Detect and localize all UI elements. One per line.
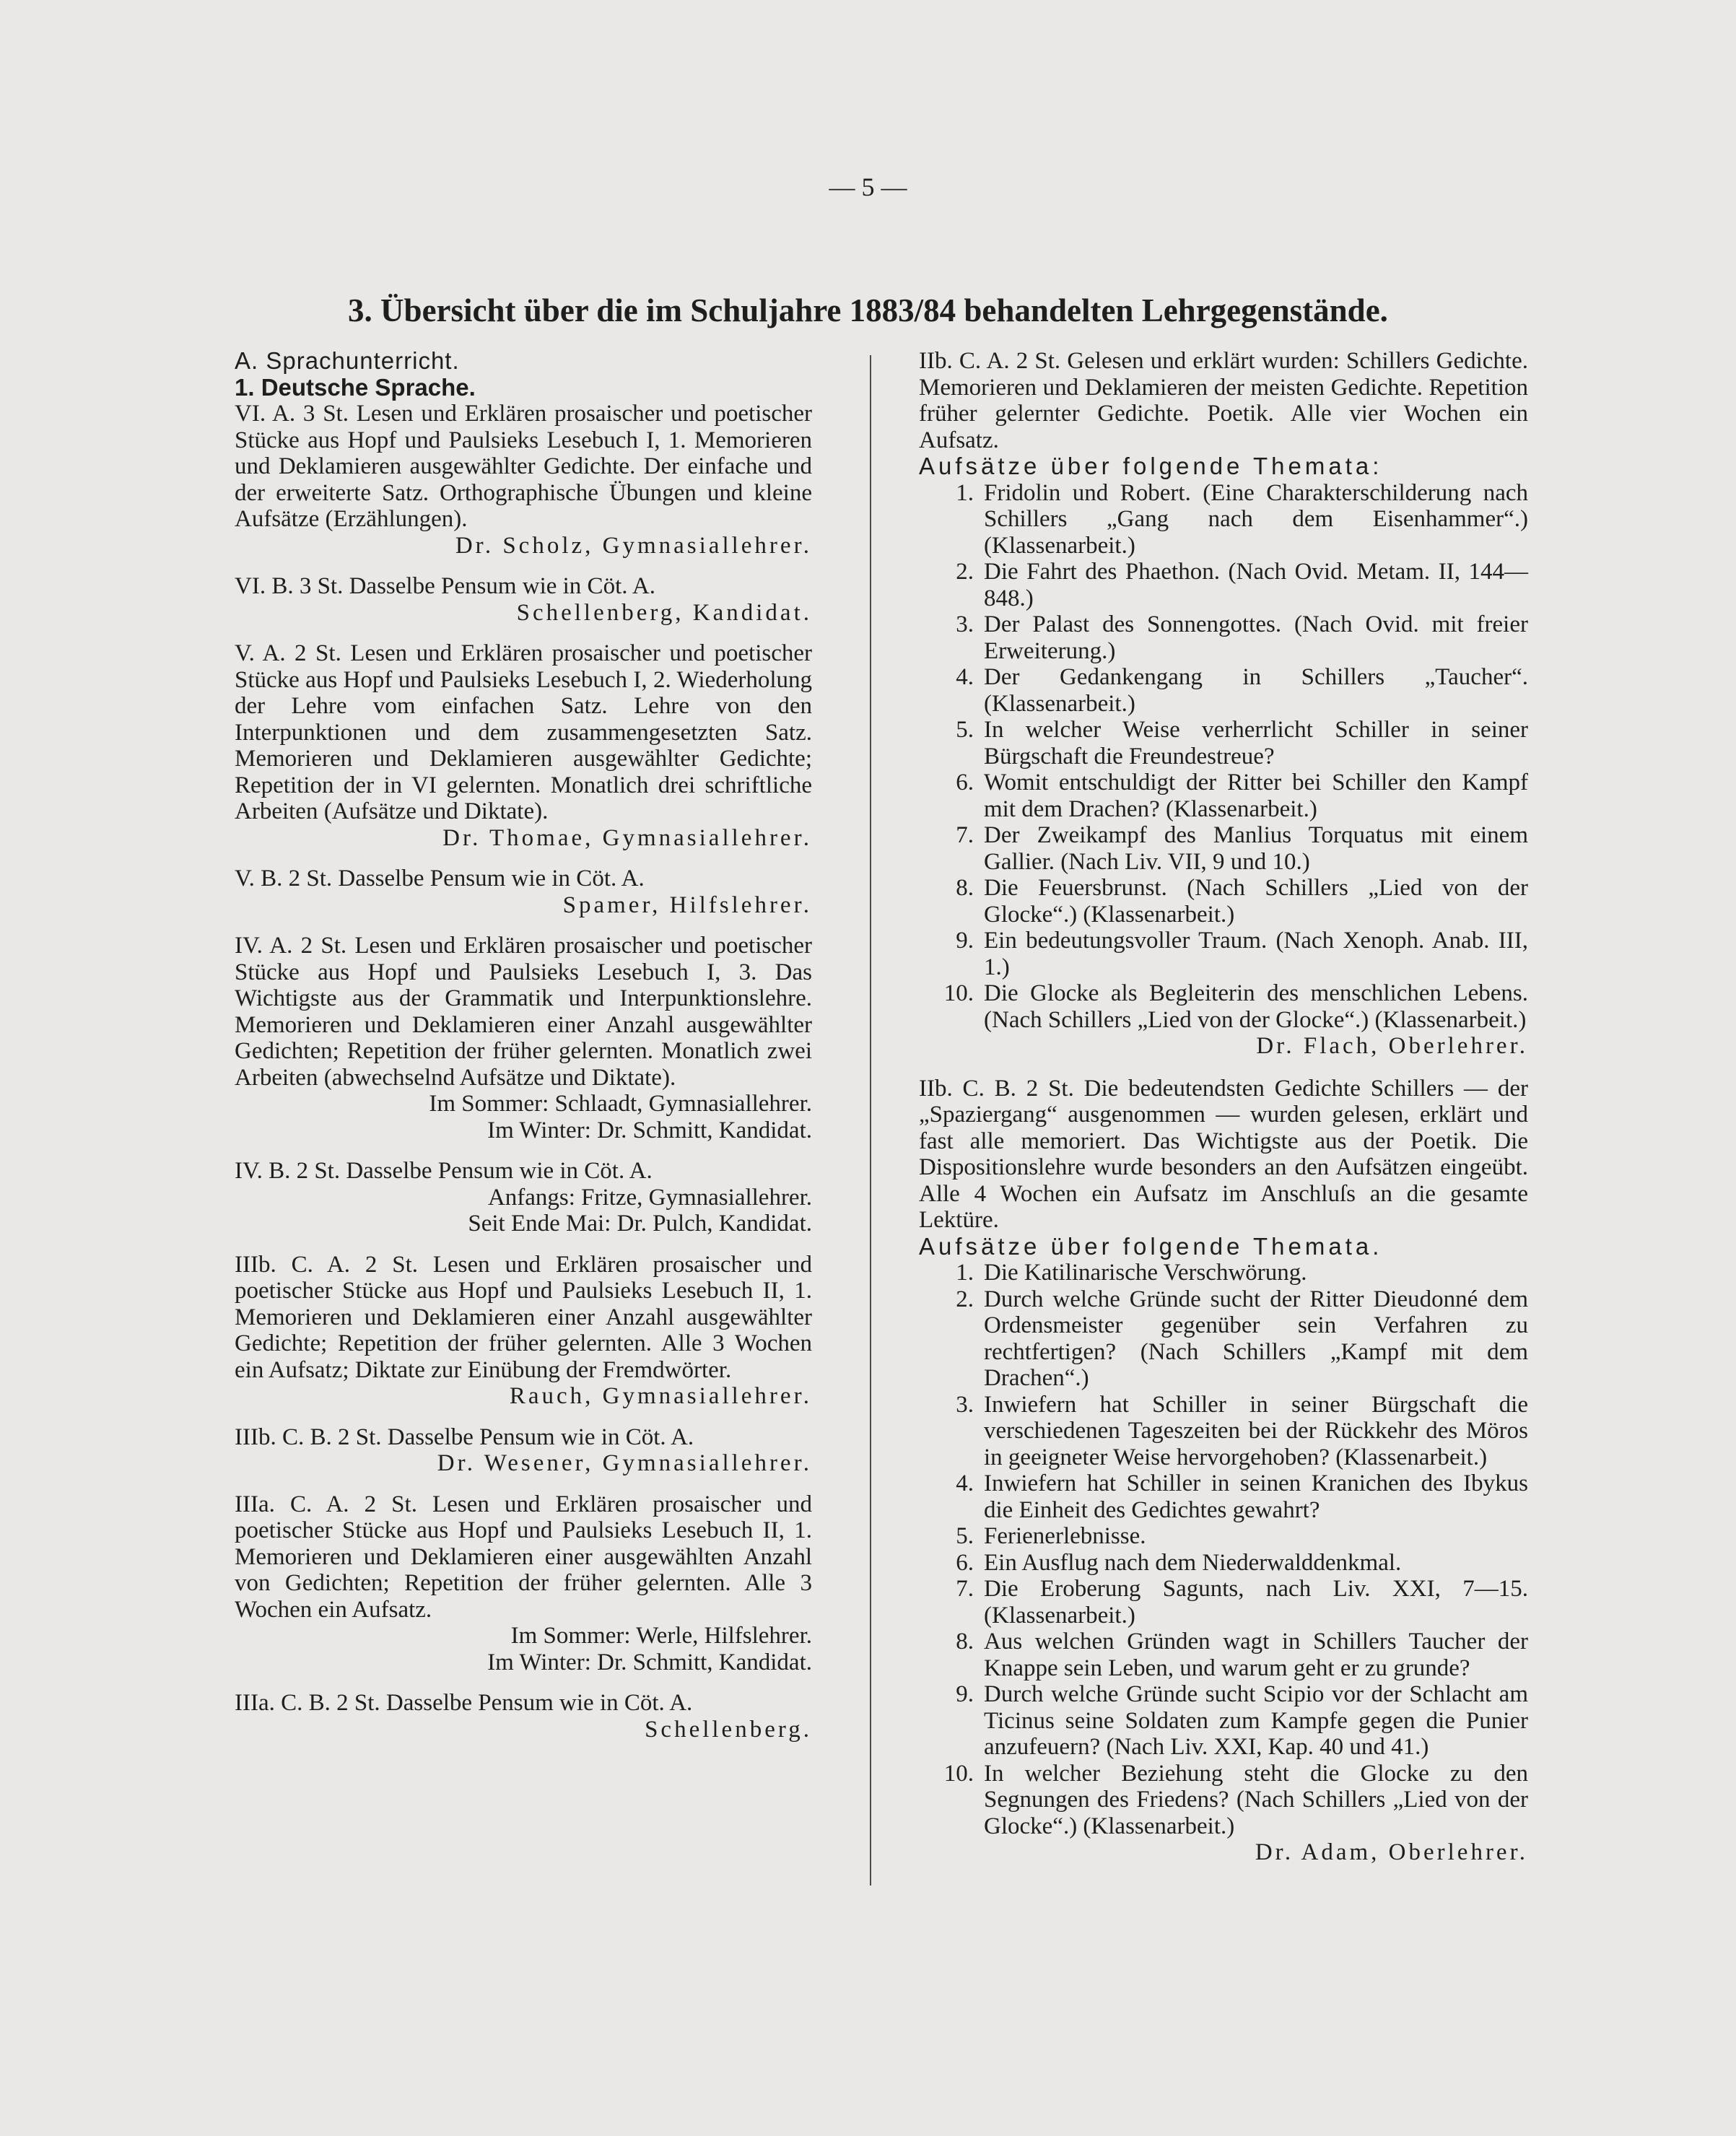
list-item (919, 928, 1528, 980)
item-text: Die Glocke als Begleiterin des menschlichen Lebens. (Nach Schillers „Lied von der Glocke“.) (Klassenarbeit.) (984, 980, 1528, 1033)
teacher-signature: Im Sommer: Schlaadt, Gymnasiallehrer. (429, 1091, 812, 1117)
themes-heading: Aufsätze über folgende Themata: (919, 453, 1383, 479)
item-text: Der Gedankengang in Schillers „Taucher“. (Klassenarbeit.) (984, 664, 1528, 717)
list-item (919, 1550, 1528, 1577)
curriculum-entry (235, 1690, 812, 1743)
teacher-signature: Schellenberg. (645, 1716, 812, 1743)
left-column (235, 348, 812, 1757)
item-number: 9. (956, 1681, 974, 1707)
themes-heading: Aufsätze über folgende Themata. (919, 1232, 1383, 1260)
list-item (919, 1260, 1528, 1286)
item-number: 3. (956, 611, 974, 637)
list-item (919, 664, 1528, 717)
teacher-signature: Im Sommer: Werle, Hilfslehrer. (510, 1623, 812, 1649)
list-item (919, 770, 1528, 822)
entry-text: IIIa. C. B. 2 St. Dasselbe Pensum wie in Cöt. A. (235, 1690, 693, 1716)
subheading: 1. Deutsche Sprache. (235, 373, 476, 401)
teacher-signature: Dr. Adam, Oberlehrer. (1255, 1839, 1528, 1865)
item-text: Die Fahrt des Phaethon. (Nach Ovid. Metam. II, 144—848.) (984, 559, 1528, 611)
curriculum-entry (235, 1158, 812, 1237)
item-number: 4. (956, 664, 974, 690)
item-text: Ferienerlebnisse. (984, 1523, 1146, 1549)
item-text: Inwiefern hat Schiller in seiner Bürgschaft die verschiedenen Tageszeiten bei der Rückkehr des Möros in geeigneter Weise hervorgehoben? (Klassenarbeit.) (984, 1391, 1528, 1470)
item-number: 1. (956, 1260, 974, 1286)
item-number: 10. (943, 1760, 974, 1787)
right-column (919, 348, 1528, 1866)
curriculum-entry (235, 1424, 812, 1477)
item-number: 8. (956, 875, 974, 901)
list-item (919, 1392, 1528, 1471)
list-item (919, 717, 1528, 770)
item-number: 5. (956, 1523, 974, 1549)
list-item (919, 1629, 1528, 1681)
entry-text: IV. B. 2 St. Dasselbe Pensum wie in Cöt. A. (235, 1158, 653, 1184)
teacher-signature: Anfangs: Fritze, Gymnasiallehrer. (487, 1184, 812, 1211)
section-heading: A. Sprachunterricht. (235, 347, 460, 374)
entry-text: IIb. C. B. 2 St. Die bedeutendsten Gedichte Schillers — der „Spaziergang“ ausgenommen — wurden gelesen, erklärt und fast alle memoriert. Das Wichtigste aus der Poetik. Die Dispositionslehre wurde besonders an den Aufsätzen eingeübt. Alle 4 Wochen ein Aufsatz im Anschluſs an die gesamte Lektüre. (919, 1075, 1528, 1233)
item-text: Durch welche Gründe sucht der Ritter Dieudonné dem Ordensmeister gegenüber sein Verfahren zu rechtfertigen? (Nach Schillers „Kampf mit dem Drachen“.) (984, 1286, 1528, 1391)
item-number: 6. (956, 1549, 974, 1576)
item-text: Aus welchen Gründen wagt in Schillers Taucher der Knappe sein Leben, und warum geht er zu grunde? (984, 1629, 1528, 1681)
item-text: In welcher Weise verherrlicht Schiller in seiner Bürgschaft die Freundestreue? (984, 717, 1528, 770)
list-item (919, 559, 1528, 611)
entry-text: V. B. 2 St. Dasselbe Pensum wie in Cöt. A. (235, 866, 645, 892)
item-number: 2. (956, 1286, 974, 1312)
entry-text: IIIb. C. A. 2 St. Lesen und Erklären prosaischer und poetischer Stücke aus Hopf und Paulsieks Lesebuch II, 1. Memorieren und Deklamieren einer Anzahl ausgewählter Gedichte; Repetition der früher gelernten. Alle 3 Wochen ein Aufsatz; Diktate zur Einübung der Fremdwörter. (235, 1251, 812, 1383)
teacher-signature: Dr. Thomae, Gymnasiallehrer. (442, 824, 812, 851)
list-item (919, 480, 1528, 559)
item-number: 7. (956, 822, 974, 848)
item-text: Die Feuersbrunst. (Nach Schillers „Lied von der Glocke“.) (Klassenarbeit.) (984, 875, 1528, 928)
item-number: 9. (956, 928, 974, 954)
themes-list (919, 1260, 1528, 1839)
list-item (919, 1576, 1528, 1629)
teacher-signature: Spamer, Hilfslehrer. (562, 892, 812, 918)
curriculum-entry (235, 640, 812, 851)
curriculum-entry (235, 1491, 812, 1676)
entry-text: VI. A. 3 St. Lesen und Erklären prosaischer und poetischer Stücke aus Hopf und Paulsieks Lesebuch I, 1. Memorieren und Deklamieren ausgewählter Gedichte. Der einfache und der erweiterte Satz. Orthographische Übungen und kleine Aufsätze (Erzählungen). (235, 401, 812, 532)
item-number: 2. (956, 559, 974, 585)
entry-text: V. A. 2 St. Lesen und Erklären prosaischer und poetischer Stücke aus Hopf und Paulsieks Lesebuch I, 2. Wiederholung der Lehre vom einfachen Satz. Lehre von den Interpunktionen und dem zusammengesetzten Satz. Memorieren und Deklamieren ausgewählter Gedichte; Repetition der in VI gelernten. Monatlich drei schriftliche Arbeiten (Aufsätze und Diktate). (235, 640, 812, 824)
curriculum-entry (235, 1252, 812, 1410)
teacher-signature: Im Winter: Dr. Schmitt, Kandidat. (487, 1649, 812, 1675)
list-item (919, 1761, 1528, 1840)
item-number: 8. (956, 1629, 974, 1655)
teacher-signature: Rauch, Gymnasiallehrer. (509, 1383, 812, 1409)
item-text: Ein bedeutungsvoller Traum. (Nach Xenoph. Anab. III, 1.) (984, 928, 1528, 980)
item-number: 4. (956, 1470, 974, 1496)
page-title: 3. Übersicht über die im Schuljahre 1883/84 behandelten Lehrgegenstände. (348, 292, 1388, 328)
item-number: 5. (956, 717, 974, 743)
teacher-signature: Dr. Wesener, Gymnasiallehrer. (437, 1450, 812, 1476)
page-number: — 5 — (829, 173, 907, 201)
entry-text: IIIa. C. A. 2 St. Lesen und Erklären prosaischer und poetischer Stücke aus Hopf und Paulsieks Lesebuch II, 1. Memorieren und Deklamieren einer ausgewählten Anzahl von Gedichten; Repetition der früher gelernten. Alle 3 Wochen ein Aufsatz. (235, 1491, 812, 1623)
list-item (919, 1470, 1528, 1523)
column-divider (870, 355, 871, 1886)
item-text: In welcher Beziehung steht die Glocke zu den Segnungen des Friedens? (Nach Schillers „Lied von der Glocke“.) (Klassenarbeit.) (984, 1760, 1528, 1839)
list-item (919, 611, 1528, 664)
curriculum-entry (235, 866, 812, 918)
entry-text: IV. A. 2 St. Lesen und Erklären prosaischer und poetischer Stücke aus Hopf und Paulsieks Lesebuch I, 3. Das Wichtigste aus der Grammatik und Interpunktionslehre. Memorieren und Deklamieren einer Anzahl ausgewählter Gedichten; Repetition der früher gelernten. Monatlich zwei Arbeiten (abwechselnd Aufsätze und Diktate). (235, 933, 812, 1091)
teacher-signature: Seit Ende Mai: Dr. Pulch, Kandidat. (468, 1211, 812, 1237)
list-item (919, 1523, 1528, 1550)
entry-text: VI. B. 3 St. Dasselbe Pensum wie in Cöt. A. (235, 573, 655, 599)
item-text: Die Eroberung Sagunts, nach Liv. XXI, 7—15. (Klassenarbeit.) (984, 1576, 1528, 1629)
item-text: Inwiefern hat Schiller in seinen Kranichen des Ibykus die Einheit des Gedichtes gewahrt? (984, 1470, 1528, 1523)
list-item (919, 1286, 1528, 1392)
item-number: 1. (956, 479, 974, 506)
list-item (919, 875, 1528, 928)
item-number: 10. (943, 980, 974, 1006)
teacher-signature: Dr. Scholz, Gymnasiallehrer. (455, 532, 812, 559)
curriculum-entry (235, 401, 812, 559)
item-text: Fridolin und Robert. (Eine Charakterschilderung nach Schillers „Gang nach dem Eisenhammer“.) (Klassenarbeit.) (984, 479, 1528, 559)
item-text: Der Palast des Sonnengottes. (Nach Ovid. mit freier Erweiterung.) (984, 611, 1528, 664)
entry-text: IIb. C. A. 2 St. Gelesen und erklärt wurden: Schillers Gedichte. Memorieren und Deklamieren der meisten Gedichte. Repetition früher gelernter Gedichte. Poetik. Alle vier Wochen ein Aufsatz. (919, 348, 1528, 453)
list-item (919, 822, 1528, 875)
item-number: 3. (956, 1391, 974, 1418)
teacher-signature: Schellenberg, Kandidat. (516, 599, 812, 626)
teacher-signature: Im Winter: Dr. Schmitt, Kandidat. (487, 1117, 812, 1143)
item-text: Der Zweikampf des Manlius Torquatus mit einem Gallier. (Nach Liv. VII, 9 und 10.) (984, 822, 1528, 875)
teacher-signature: Dr. Flach, Oberlehrer. (1256, 1033, 1528, 1059)
item-number: 6. (956, 770, 974, 795)
item-text: Durch welche Gründe sucht Scipio vor der Schlacht am Ticinus seine Soldaten zum Kampfe gegen die Punier anzufeuern? (Nach Liv. XXI, Kap. 40 und 41.) (984, 1681, 1528, 1760)
themes-list (919, 480, 1528, 1034)
curriculum-entry (235, 573, 812, 626)
item-text: Ein Ausflug nach dem Niederwalddenkmal. (984, 1549, 1402, 1576)
entry-text: IIIb. C. B. 2 St. Dasselbe Pensum wie in Cöt. A. (235, 1424, 694, 1450)
item-text: Die Katilinarische Verschwörung. (984, 1260, 1307, 1286)
list-item (919, 980, 1528, 1033)
item-number: 7. (956, 1576, 974, 1602)
item-text: Womit entschuldigt der Ritter bei Schiller den Kampf mit dem Drachen? (Klassenarbeit.) (984, 770, 1528, 822)
curriculum-entry (235, 933, 812, 1143)
list-item (919, 1681, 1528, 1761)
